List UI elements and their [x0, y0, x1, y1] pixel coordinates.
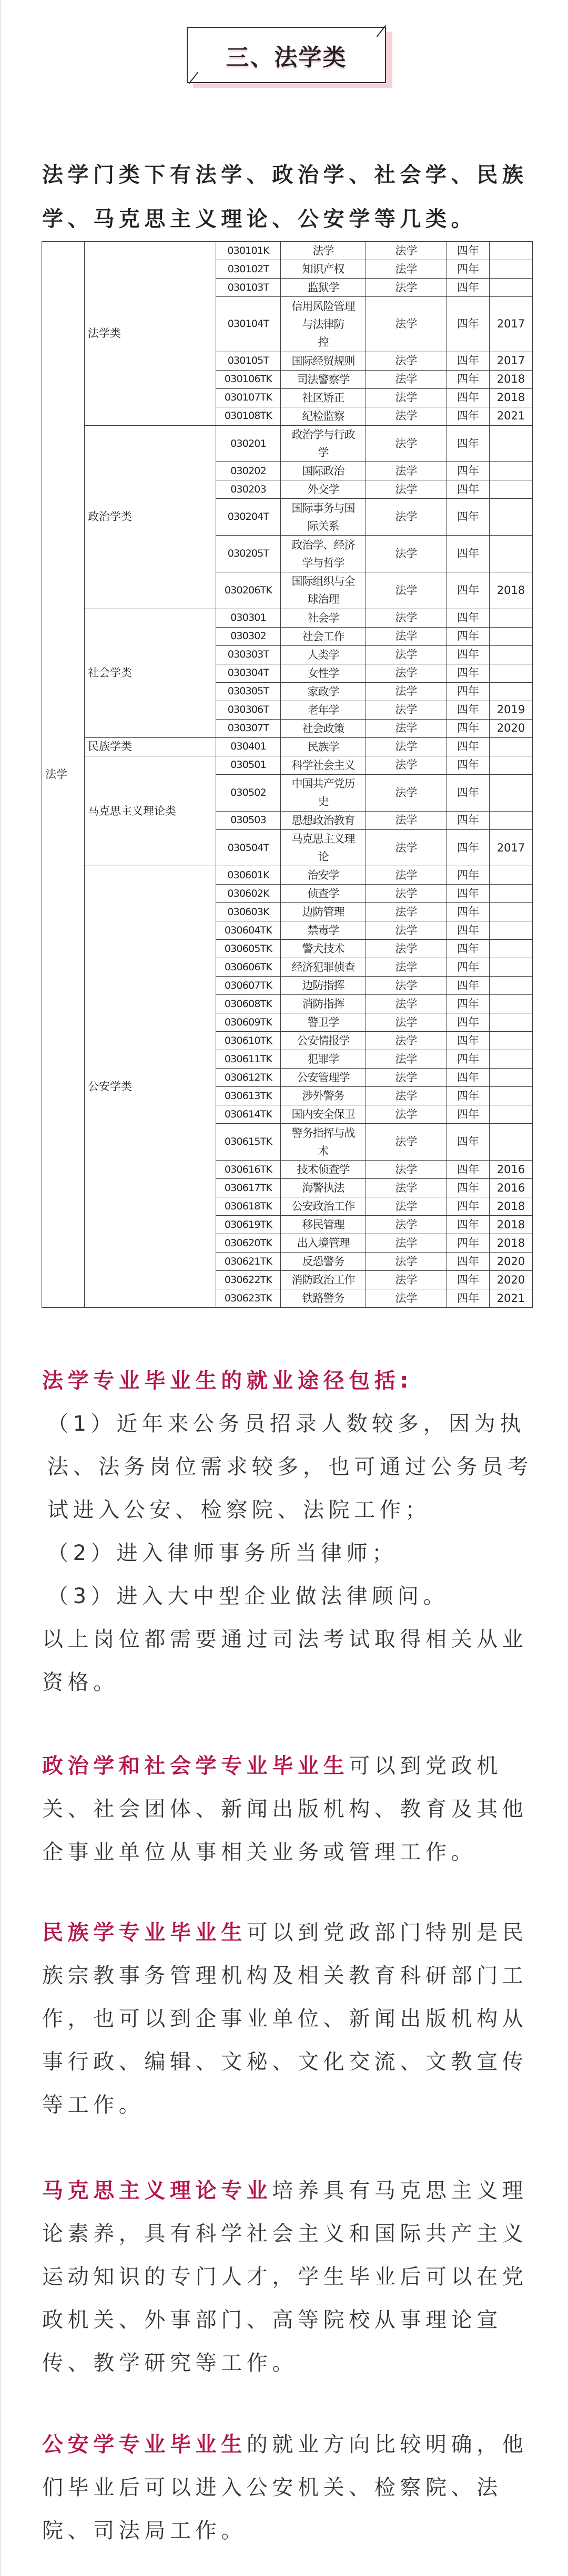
- year-added-cell: 2017: [490, 352, 533, 370]
- duration-cell: 四年: [447, 1032, 490, 1050]
- degree-cell: 法学: [366, 242, 447, 260]
- major-name-cell: 公安情报学: [281, 1032, 366, 1050]
- degree-cell: 法学: [366, 1161, 447, 1179]
- degree-cell: 法学: [366, 1234, 447, 1253]
- law-career-item: （2）进入律师事务所当律师；: [47, 1541, 398, 1565]
- duration-cell: 四年: [447, 958, 490, 977]
- degree-cell: 法学: [366, 1013, 447, 1032]
- duration-cell: 四年: [447, 499, 490, 536]
- duration-cell: 四年: [447, 609, 490, 627]
- duration-cell: 四年: [447, 425, 490, 462]
- major-code-cell: 030107TK: [216, 388, 281, 407]
- duration-cell: 四年: [447, 1216, 490, 1234]
- duration-cell: 四年: [447, 903, 490, 921]
- year-added-cell: 2018: [490, 370, 533, 388]
- major-code-cell: 030103T: [216, 279, 281, 297]
- degree-cell: 法学: [366, 297, 447, 352]
- year-added-cell: [490, 499, 533, 536]
- degree-cell: 法学: [366, 480, 447, 499]
- majors-table: [42, 241, 533, 1308]
- career-paragraph-politics: [42, 1744, 536, 1874]
- category-cell: 政治学类: [85, 425, 216, 609]
- major-name-cell: 人类学: [281, 645, 366, 664]
- degree-cell: 法学: [366, 1069, 447, 1087]
- major-code-cell: 030622TK: [216, 1271, 281, 1289]
- duration-cell: 四年: [447, 774, 490, 811]
- section-title-card: [187, 27, 386, 83]
- major-code-cell: 030205T: [216, 536, 281, 572]
- year-added-cell: [490, 536, 533, 572]
- major-code-cell: 030617TK: [216, 1179, 281, 1197]
- degree-cell: 法学: [366, 425, 447, 462]
- major-code-cell: 030202: [216, 462, 281, 480]
- year-added-cell: [490, 903, 533, 921]
- major-code-cell: 030601K: [216, 866, 281, 885]
- major-name-cell: 涉外警务: [281, 1087, 366, 1105]
- degree-cell: 法学: [366, 682, 447, 701]
- year-added-cell: [490, 645, 533, 664]
- degree-cell: 法学: [366, 1124, 447, 1161]
- major-name-cell: 社会政策: [281, 719, 366, 737]
- year-added-cell: [490, 1050, 533, 1069]
- major-code-cell: 030206TK: [216, 572, 281, 609]
- major-name-cell: 技术侦查学: [281, 1161, 366, 1179]
- degree-cell: 法学: [366, 1105, 447, 1124]
- table-row: [42, 242, 533, 260]
- duration-cell: 四年: [447, 627, 490, 645]
- degree-cell: 法学: [366, 1087, 447, 1105]
- degree-cell: 法学: [366, 701, 447, 719]
- major-name-cell: 纪检监察: [281, 407, 366, 425]
- major-code-cell: 030304T: [216, 664, 281, 682]
- degree-cell: 法学: [366, 811, 447, 829]
- major-name-cell: 出入境管理: [281, 1234, 366, 1253]
- year-added-cell: [490, 1124, 533, 1161]
- major-name-cell: 女性学: [281, 664, 366, 682]
- major-name-cell: 信用风险管理 与法律防 控: [281, 297, 366, 352]
- degree-cell: 法学: [366, 866, 447, 885]
- degree-cell: 法学: [366, 774, 447, 811]
- degree-cell: 法学: [366, 1197, 447, 1216]
- duration-cell: 四年: [447, 866, 490, 885]
- duration-cell: 四年: [447, 921, 490, 940]
- paragraph-highlight: 马克思主义理论专业: [42, 2179, 272, 2203]
- degree-cell: 法学: [366, 499, 447, 536]
- degree-cell: 法学: [366, 370, 447, 388]
- discipline-cell: 法学: [42, 242, 85, 1308]
- major-code-cell: 030615TK: [216, 1124, 281, 1161]
- major-name-cell: 边防指挥: [281, 977, 366, 995]
- major-name-cell: 海警执法: [281, 1179, 366, 1197]
- degree-cell: 法学: [366, 462, 447, 480]
- major-name-cell: 社区矫正: [281, 388, 366, 407]
- year-added-cell: [490, 682, 533, 701]
- year-added-cell: [490, 866, 533, 885]
- major-name-cell: 国际组织与全 球治理: [281, 572, 366, 609]
- title-box: [187, 27, 386, 83]
- major-name-cell: 边防管理: [281, 903, 366, 921]
- year-added-cell: [490, 609, 533, 627]
- major-name-cell: 家政学: [281, 682, 366, 701]
- degree-cell: 法学: [366, 1253, 447, 1271]
- duration-cell: 四年: [447, 737, 490, 756]
- law-careers: [42, 1359, 536, 1704]
- year-added-cell: 2018: [490, 1216, 533, 1234]
- major-name-cell: 外交学: [281, 480, 366, 499]
- major-code-cell: 030401: [216, 737, 281, 756]
- duration-cell: 四年: [447, 1161, 490, 1179]
- degree-cell: 法学: [366, 829, 447, 866]
- year-added-cell: [490, 627, 533, 645]
- duration-cell: 四年: [447, 388, 490, 407]
- law-careers-note: 以上岗位都需要通过司法考试取得相关从业资格。: [42, 1627, 528, 1695]
- duration-cell: 四年: [447, 480, 490, 499]
- duration-cell: 四年: [447, 462, 490, 480]
- duration-cell: 四年: [447, 977, 490, 995]
- year-added-cell: [490, 1087, 533, 1105]
- major-code-cell: 030504T: [216, 829, 281, 866]
- degree-cell: 法学: [366, 1032, 447, 1050]
- major-code-cell: 030605TK: [216, 940, 281, 958]
- paragraph-text: 培养具有马克思主义理论素养，具有科学社会主义和国际共产主义运动知识的专门人才，学生毕业后可以在党政机关、外事部门、高等院校从事理论宣传、教学研究等工作。: [42, 2179, 528, 2375]
- year-added-cell: 2020: [490, 719, 533, 737]
- major-code-cell: 030620TK: [216, 1234, 281, 1253]
- duration-cell: 四年: [447, 536, 490, 572]
- table-row: [42, 609, 533, 627]
- year-added-cell: [490, 1032, 533, 1050]
- major-code-cell: 030303T: [216, 645, 281, 664]
- duration-cell: 四年: [447, 1179, 490, 1197]
- major-code-cell: 030607TK: [216, 977, 281, 995]
- major-name-cell: 反恐警务: [281, 1253, 366, 1271]
- major-code-cell: 030503: [216, 811, 281, 829]
- major-code-cell: 030602K: [216, 885, 281, 903]
- major-code-cell: 030623TK: [216, 1289, 281, 1308]
- year-added-cell: [490, 1013, 533, 1032]
- major-code-cell: 030621TK: [216, 1253, 281, 1271]
- degree-cell: 法学: [366, 1179, 447, 1197]
- major-name-cell: 治安学: [281, 866, 366, 885]
- year-added-cell: [490, 921, 533, 940]
- duration-cell: 四年: [447, 260, 490, 279]
- year-added-cell: 2017: [490, 829, 533, 866]
- major-code-cell: 030502: [216, 774, 281, 811]
- law-career-item: （3）进入大中型企业做法律顾问。: [47, 1584, 449, 1608]
- major-code-cell: 030604TK: [216, 921, 281, 940]
- major-name-cell: 社会学: [281, 609, 366, 627]
- year-added-cell: 2018: [490, 1197, 533, 1216]
- major-code-cell: 030201: [216, 425, 281, 462]
- major-code-cell: 030307T: [216, 719, 281, 737]
- duration-cell: 四年: [447, 1124, 490, 1161]
- table-row: [42, 756, 533, 774]
- law-career-item: （1）近年来公务员招录人数较多，因为执法、法务岗位需求较多，也可通过公务员考试进入公安、检察院、法院工作；: [47, 1412, 533, 1522]
- major-name-cell: 国内安全保卫: [281, 1105, 366, 1124]
- year-added-cell: [490, 756, 533, 774]
- year-added-cell: [490, 774, 533, 811]
- major-name-cell: 侦查学: [281, 885, 366, 903]
- degree-cell: 法学: [366, 1289, 447, 1308]
- major-name-cell: 移民管理: [281, 1216, 366, 1234]
- year-added-cell: 2018: [490, 572, 533, 609]
- major-code-cell: 030606TK: [216, 958, 281, 977]
- major-name-cell: 国际经贸规则: [281, 352, 366, 370]
- paragraph-text: 可以到党政部门特别是民族宗教事务管理机构及相关教育科研部门工作，也可以到企事业单位、新闻出版机构从事行政、编辑、文秘、文化交流、文教宣传等工作。: [42, 1921, 528, 2117]
- duration-cell: 四年: [447, 572, 490, 609]
- year-added-cell: [490, 279, 533, 297]
- duration-cell: 四年: [447, 1289, 490, 1308]
- duration-cell: 四年: [447, 940, 490, 958]
- year-added-cell: 2019: [490, 701, 533, 719]
- corner-slash-decoration: [377, 25, 387, 37]
- major-code-cell: 030610TK: [216, 1032, 281, 1050]
- table-row: [42, 425, 533, 462]
- major-name-cell: 消防指挥: [281, 995, 366, 1013]
- major-name-cell: 科学社会主义: [281, 756, 366, 774]
- duration-cell: 四年: [447, 352, 490, 370]
- degree-cell: 法学: [366, 664, 447, 682]
- major-name-cell: 思想政治教育: [281, 811, 366, 829]
- year-added-cell: [490, 425, 533, 462]
- year-added-cell: [490, 664, 533, 682]
- year-added-cell: [490, 260, 533, 279]
- year-added-cell: [490, 737, 533, 756]
- duration-cell: 四年: [447, 1050, 490, 1069]
- paragraph-highlight: 公安学专业毕业生: [42, 2433, 247, 2457]
- major-code-cell: 030618TK: [216, 1197, 281, 1216]
- paragraph-text: 的就业方向比较明确，他们毕业后可以进入公安机关、检察院、法院、司法局工作。: [42, 2433, 528, 2543]
- major-name-cell: 法学: [281, 242, 366, 260]
- category-cell: 法学类: [85, 242, 216, 426]
- major-name-cell: 社会工作: [281, 627, 366, 645]
- duration-cell: 四年: [447, 1087, 490, 1105]
- major-code-cell: 030612TK: [216, 1069, 281, 1087]
- major-code-cell: 030613TK: [216, 1087, 281, 1105]
- degree-cell: 法学: [366, 388, 447, 407]
- major-code-cell: 030108TK: [216, 407, 281, 425]
- year-added-cell: [490, 1105, 533, 1124]
- table-row: [42, 866, 533, 885]
- duration-cell: 四年: [447, 645, 490, 664]
- degree-cell: 法学: [366, 958, 447, 977]
- duration-cell: 四年: [447, 885, 490, 903]
- year-added-cell: [490, 1069, 533, 1087]
- major-name-cell: 老年学: [281, 701, 366, 719]
- degree-cell: 法学: [366, 572, 447, 609]
- corner-slash-decoration: [189, 71, 199, 84]
- duration-cell: 四年: [447, 701, 490, 719]
- year-added-cell: 2016: [490, 1161, 533, 1179]
- major-name-cell: 知识产权: [281, 260, 366, 279]
- degree-cell: 法学: [366, 1050, 447, 1069]
- duration-cell: 四年: [447, 297, 490, 352]
- duration-cell: 四年: [447, 995, 490, 1013]
- major-code-cell: 030106TK: [216, 370, 281, 388]
- career-paragraph-public-security: [42, 2423, 536, 2552]
- major-name-cell: 司法警察学: [281, 370, 366, 388]
- year-added-cell: 2018: [490, 1234, 533, 1253]
- duration-cell: 四年: [447, 1271, 490, 1289]
- degree-cell: 法学: [366, 756, 447, 774]
- degree-cell: 法学: [366, 921, 447, 940]
- year-added-cell: [490, 995, 533, 1013]
- year-added-cell: [490, 885, 533, 903]
- major-code-cell: 030305T: [216, 682, 281, 701]
- major-code-cell: 030204T: [216, 499, 281, 536]
- major-code-cell: 030608TK: [216, 995, 281, 1013]
- major-name-cell: 犯罪学: [281, 1050, 366, 1069]
- duration-cell: 四年: [447, 1013, 490, 1032]
- category-cell: 公安学类: [85, 866, 216, 1308]
- duration-cell: 四年: [447, 829, 490, 866]
- year-added-cell: 2021: [490, 1289, 533, 1308]
- major-name-cell: 国际政治: [281, 462, 366, 480]
- duration-cell: 四年: [447, 1105, 490, 1124]
- category-cell: 马克思主义理论类: [85, 756, 216, 866]
- major-name-cell: 政治学、经济 学与哲学: [281, 536, 366, 572]
- degree-cell: 法学: [366, 737, 447, 756]
- year-added-cell: [490, 977, 533, 995]
- year-added-cell: [490, 242, 533, 260]
- major-name-cell: 经济犯罪侦查: [281, 958, 366, 977]
- major-code-cell: 030203: [216, 480, 281, 499]
- year-added-cell: 2021: [490, 407, 533, 425]
- degree-cell: 法学: [366, 609, 447, 627]
- year-added-cell: 2018: [490, 388, 533, 407]
- major-code-cell: 030614TK: [216, 1105, 281, 1124]
- degree-cell: 法学: [366, 260, 447, 279]
- major-name-cell: 中国共产党历 史: [281, 774, 366, 811]
- category-cell: 社会学类: [85, 609, 216, 737]
- degree-cell: 法学: [366, 1271, 447, 1289]
- major-code-cell: 030101K: [216, 242, 281, 260]
- year-added-cell: [490, 480, 533, 499]
- major-code-cell: 030301: [216, 609, 281, 627]
- major-code-cell: 030102T: [216, 260, 281, 279]
- major-name-cell: 马克思主义理 论: [281, 829, 366, 866]
- career-paragraph-ethnology: [42, 1911, 536, 2127]
- major-name-cell: 警务指挥与战 术: [281, 1124, 366, 1161]
- year-added-cell: [490, 462, 533, 480]
- degree-cell: 法学: [366, 627, 447, 645]
- major-name-cell: 警卫学: [281, 1013, 366, 1032]
- year-added-cell: [490, 811, 533, 829]
- degree-cell: 法学: [366, 536, 447, 572]
- year-added-cell: 2017: [490, 297, 533, 352]
- career-paragraph-marxism: [42, 2169, 536, 2385]
- year-added-cell: [490, 958, 533, 977]
- major-code-cell: 030501: [216, 756, 281, 774]
- major-name-cell: 禁毒学: [281, 921, 366, 940]
- duration-cell: 四年: [447, 1234, 490, 1253]
- year-added-cell: 2016: [490, 1179, 533, 1197]
- degree-cell: 法学: [366, 719, 447, 737]
- year-added-cell: [490, 940, 533, 958]
- duration-cell: 四年: [447, 279, 490, 297]
- category-cell: 民族学类: [85, 737, 216, 756]
- major-name-cell: 民族学: [281, 737, 366, 756]
- major-code-cell: 030619TK: [216, 1216, 281, 1234]
- paragraph-text: 可以到党政机关、社会团体、新闻出版机构、教育及其他企事业单位从事相关业务或管理工作。: [42, 1754, 528, 1864]
- degree-cell: 法学: [366, 352, 447, 370]
- degree-cell: 法学: [366, 940, 447, 958]
- major-code-cell: 030302: [216, 627, 281, 645]
- duration-cell: 四年: [447, 664, 490, 682]
- major-code-cell: 030104T: [216, 297, 281, 352]
- major-code-cell: 030306T: [216, 701, 281, 719]
- major-code-cell: 030105T: [216, 352, 281, 370]
- major-name-cell: 监狱学: [281, 279, 366, 297]
- degree-cell: 法学: [366, 279, 447, 297]
- degree-cell: 法学: [366, 645, 447, 664]
- table-row: [42, 737, 533, 756]
- duration-cell: 四年: [447, 407, 490, 425]
- major-code-cell: 030603K: [216, 903, 281, 921]
- duration-cell: 四年: [447, 1197, 490, 1216]
- duration-cell: 四年: [447, 242, 490, 260]
- paragraph-highlight: 政治学和社会学专业毕业生: [42, 1754, 349, 1778]
- duration-cell: 四年: [447, 370, 490, 388]
- degree-cell: 法学: [366, 885, 447, 903]
- major-name-cell: 公安政治工作: [281, 1197, 366, 1216]
- law-careers-heading: 法学专业毕业生的就业途径包括:: [42, 1369, 413, 1393]
- major-name-cell: 消防政治工作: [281, 1271, 366, 1289]
- section-title: 三、法学类: [226, 44, 347, 71]
- duration-cell: 四年: [447, 811, 490, 829]
- major-name-cell: 警犬技术: [281, 940, 366, 958]
- paragraph-highlight: 民族学专业毕业生: [42, 1921, 247, 1945]
- major-name-cell: 公安管理学: [281, 1069, 366, 1087]
- major-name-cell: 铁路警务: [281, 1289, 366, 1308]
- duration-cell: 四年: [447, 1253, 490, 1271]
- degree-cell: 法学: [366, 903, 447, 921]
- degree-cell: 法学: [366, 995, 447, 1013]
- duration-cell: 四年: [447, 719, 490, 737]
- degree-cell: 法学: [366, 1216, 447, 1234]
- major-code-cell: 030609TK: [216, 1013, 281, 1032]
- major-name-cell: 国际事务与国 际关系: [281, 499, 366, 536]
- major-code-cell: 030616TK: [216, 1161, 281, 1179]
- degree-cell: 法学: [366, 977, 447, 995]
- duration-cell: 四年: [447, 682, 490, 701]
- year-added-cell: 2020: [490, 1253, 533, 1271]
- duration-cell: 四年: [447, 1069, 490, 1087]
- intro-text: 法学门类下有法学、政治学、社会学、民族学、马克思主义理论、公安学等几类。: [42, 163, 528, 231]
- duration-cell: 四年: [447, 756, 490, 774]
- year-added-cell: 2020: [490, 1271, 533, 1289]
- degree-cell: 法学: [366, 407, 447, 425]
- major-code-cell: 030611TK: [216, 1050, 281, 1069]
- major-name-cell: 政治学与行政 学: [281, 425, 366, 462]
